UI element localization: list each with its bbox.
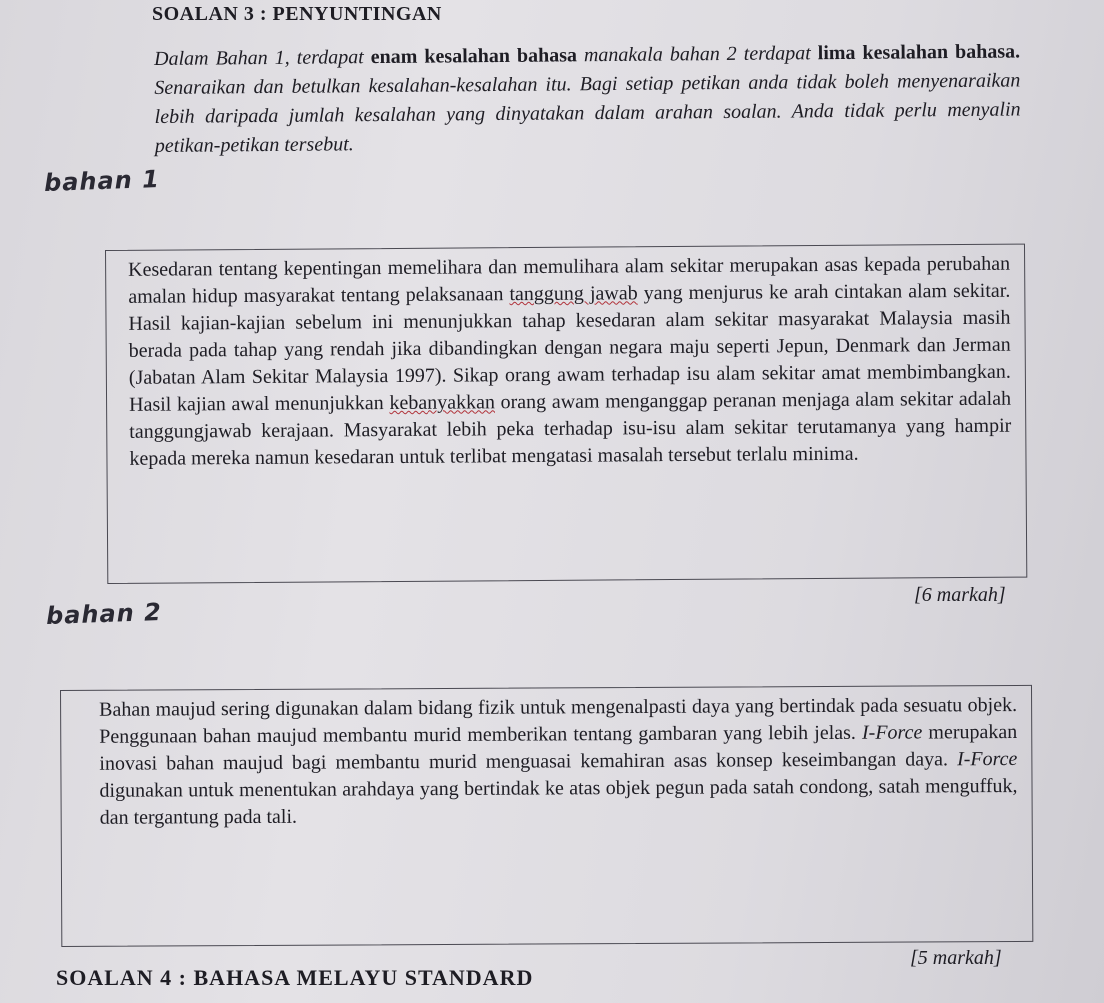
bahan2-passage-box [60,685,1033,947]
bahan1-text-a: Kesedaran tentang kepentingan memelihara dan memulihara alam sekitar merupakan asas kepada perubahan amalan hidup masyarakat tentang pelaksanaan [128,252,1011,308]
bahan2-text-c: digunakan untuk menentukan arahdaya yang bertindak ke atas objek pegun pada satah condong, satah menguffuk, dan tergantung pada tali. [99,774,1018,829]
section3-heading: SOALAN 3 : PENYUNTINGAN [152,3,442,25]
instruction-text-2: manakala bahan 2 terdapat [576,42,818,67]
section4-heading: SOALAN 4 : BAHASA MELAYU STANDARD [56,965,534,990]
bahan1-marks: [6 markah] [914,584,1006,606]
section3-instruction [154,37,1021,161]
instruction-bold-2: lima kesalahan bahasa. [817,40,1021,65]
bahan1-text-b: yang menjurus ke arah cintakan alam sekitar. Hasil kajian-kajian sebelum ini menunjukkan tahap kesedaran alam sekitar masyarakat Malaysia masih berada pada tahap yang rendah jika dibandingkan dengan negara maju seperti Jepun, Denmark dan Jerman (Jabatan Alam Sekitar Malaysia 1997). Sikap orang awam terhadap isu alam sekitar amat membimbangkan. Hasil kajian awal menunjukkan [128,279,1011,416]
bahan2-text-a: Bahan maujud sering digunakan dalam bidang fizik untuk mengenalpasti daya yang bertindak pada sesuatu objek. Penggunaan bahan maujud membantu murid memberikan tentang gambaran yang lebih jelas. [99,693,1018,748]
bahan1-text-c: orang awam menganggap peranan menjaga alam sekitar adalah tanggungjawab kerajaan. Masyarakat lebih peka terhadap isu-isu alam sekitar terutamanya yang hampir kepada mereka namun kesedaran untuk terlibat mengatasi masalah tersebut terlalu minima. [129,387,1012,470]
instruction-text-1: Dalam Bahan 1, terdapat [154,46,371,70]
bahan2-marks: [5 markah] [910,947,1002,969]
underlined-error-1: tanggung jawab [509,282,638,306]
handwritten-label-bahan2: bahan 2 [45,597,163,631]
bahan1-passage [106,245,1026,473]
bahan2-italic-1: I-Force [861,721,923,744]
handwritten-label-bahan1: bahan 1 [43,164,161,198]
underlined-error-2: kebanyakkan [389,391,496,415]
bahan2-passage [61,686,1032,832]
bahan2-text-b: merupakan inovasi bahan maujud bagi membantu murid menguasai kemahiran asas konsep keseimbangan daya. [99,720,1018,775]
bahan1-passage-box [105,244,1027,584]
instruction-text-3: Senaraikan dan betulkan kesalahan-kesalahan itu. Bagi setiap petikan anda tidak boleh menyenaraikan lebih daripada jumlah kesalahan yang dinyatakan dalam arahan soalan. Anda tidak perlu menyalin petikan-petikan tersebut. [154,69,1021,157]
bahan2-italic-2: I-Force [956,747,1018,771]
instruction-bold-1: enam kesalahan bahasa [370,44,578,69]
